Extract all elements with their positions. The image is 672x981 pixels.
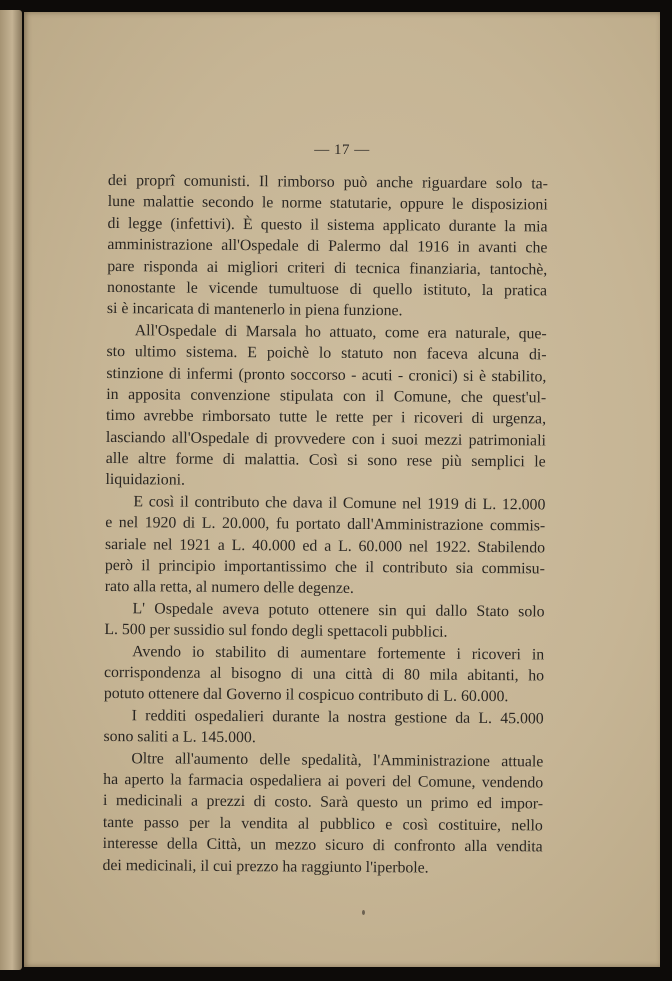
text-line: L' Ospedale aveva potuto ottenere sin qui dallo Stato solo (132, 600, 545, 621)
text-line: tante passo per la vendita al pubblico e così costituire, nello (102, 813, 543, 835)
text-line: amministrazione all'Ospedale di Palermo dal 1916 in avanti che (107, 236, 548, 257)
text-line: in apposita convenzione stipulata con il Comune, che quest'ul- (106, 385, 547, 407)
text-line: sto ultimo sistema. E poichè lo statuto non faceva alcuna di- (106, 343, 547, 364)
text-line: però il principio importantissimo che il contributo sia commisu- (104, 557, 545, 578)
text-line: rato alla retta, al numero delle degenze. (104, 578, 354, 598)
text-line: lasciando all'Ospedale di provvedere con i suoi mezzi patrimoniali (105, 428, 546, 450)
book-page (24, 12, 660, 967)
page-number: — 17 — (314, 142, 370, 158)
text-line: ha aperto la farmacia ospedaliera ai poveri del Comune, vendendo (103, 770, 544, 792)
text-line: alle altre forme di malattia. Così si sono rese più semplici le (105, 450, 546, 471)
text-line: potuto ottenere dal Governo il cospicuo contributo di L. 60.000. (103, 685, 509, 706)
text-line: All'Ospedale di Marsala ho attuato, come era naturale, que- (134, 321, 547, 343)
text-line: Avendo io stabilito di aumentare fortemente i ricoveri in (132, 642, 545, 664)
text-line: dei medicinali, il cui prezzo ha raggiunto l'iperbole. (102, 856, 429, 877)
text-line: e nel 1920 di L. 20.000, fu portato dall'Amministrazione commis- (105, 514, 546, 535)
facing-page-edge (0, 10, 22, 970)
text-line: stinzione di infermi (pronto soccorso - acuti - cronici) si è stabilito, (106, 364, 547, 385)
text-line: L. 500 per sussidio sul fondo degli spettacoli pubblici. (104, 621, 448, 641)
text-line: timo avrebbe rimborsato tutte le rette per i ricoveri di urgenza, (106, 407, 547, 428)
text-line: liquidazioni. (105, 471, 186, 490)
text-line: nonostante le vicende tumultuose di quello istituto, la pratica (107, 278, 548, 300)
text-line: I redditi ospedalieri durante la nostra gestione da L. 45.000 (131, 706, 544, 728)
paper-speck (362, 910, 365, 915)
text-line: E così il contributo che dava il Comune nel 1919 di L. 12.000 (133, 493, 546, 514)
text-line: i medicinali a prezzi di costo. Sarà questo un primo ed impor- (102, 792, 544, 813)
text-line: sariale nel 1921 a L. 40.000 ed a L. 60.000 nel 1922. Stabilendo (104, 535, 546, 557)
body-text (102, 170, 548, 879)
text-line: Oltre all'aumento delle spedalità, l'Amministrazione attuale (131, 749, 544, 770)
text-line: sono saliti a L. 145.000. (103, 728, 256, 747)
text-line: pare risponda ai migliori criteri di tecnica finanziaria, tantochè, (107, 257, 548, 279)
text-line: si è incaricata di mantenerlo in piena funzione. (106, 300, 403, 320)
text-line: lune malattie secondo le norme statutarie, oppure le disposizioni (107, 193, 548, 214)
text-line: di legge (infettivi). È questo il sistema applicato durante la mia (107, 214, 548, 236)
text-line: dei proprî comunisti. Il rimborso può anche riguardare solo ta- (107, 171, 548, 193)
text-line: interesse della Città, un mezzo sicuro di confronto alla vendita (102, 835, 543, 856)
text-line: corrispondenza al bisogno di una città di 80 mila abitanti, ho (103, 663, 545, 685)
